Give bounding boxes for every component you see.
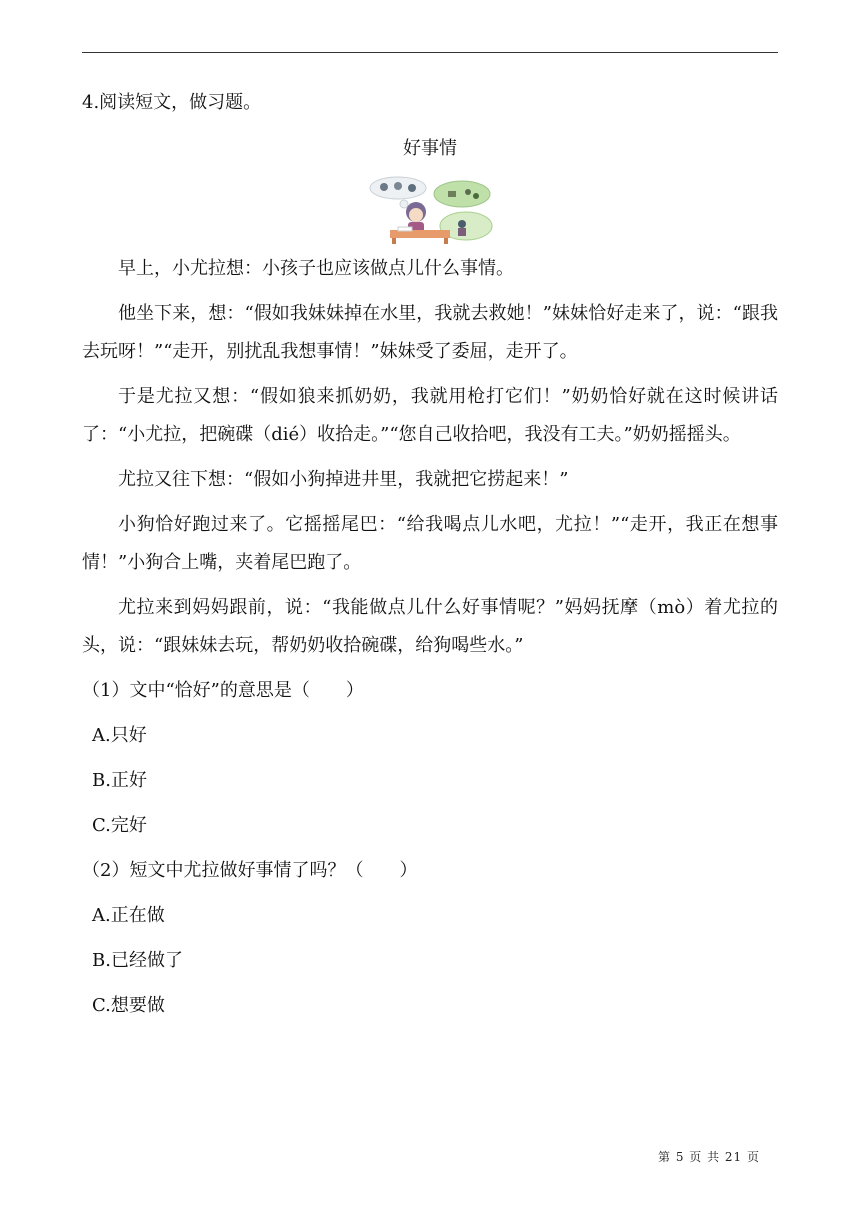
story-paragraph: 小狗恰好跑过来了。它摇摇尾巴：“给我喝点儿水吧，尤拉！”“走开，我正在想事情！”小狗合上嘴，夹着尾巴跑了。 xyxy=(82,514,778,573)
option-b: B.正好 xyxy=(92,770,147,791)
option-c: C.想要做 xyxy=(92,995,165,1016)
page-content xyxy=(82,84,778,1032)
story-title: 好事情 xyxy=(403,138,457,159)
option-c: C.完好 xyxy=(92,815,147,836)
story-paragraph: 早上，小尤拉想：小孩子也应该做点儿什么事情。 xyxy=(118,258,514,279)
story-paragraph: 于是尤拉又想：“假如狼来抓奶奶，我就用枪打它们！”奶奶恰好就在这时候讲话了：“小尤拉，把碗碟（dié）收拾走。”“您自己收拾吧，我没有工夫。”奶奶摇摇头。 xyxy=(82,386,778,445)
option-b: B.已经做了 xyxy=(92,950,183,971)
sub-question-1: （1）文中“恰好”的意思是（ ） xyxy=(82,680,364,701)
option-a: A.只好 xyxy=(92,725,147,746)
page-footer: 第 5 页 共 21 页 xyxy=(658,1150,760,1164)
story-paragraph: 尤拉来到妈妈跟前，说：“我能做点儿什么好事情呢？”妈妈抚摩（mò）着尤拉的头，说：“跟妹妹去玩，帮奶奶收拾碗碟，给狗喝些水。” xyxy=(82,597,778,656)
sub-question-2: （2）短文中尤拉做好事情了吗？（ ） xyxy=(82,860,418,881)
option-a: A.正在做 xyxy=(92,905,165,926)
story-paragraph: 他坐下来，想：“假如我妹妹掉在水里，我就去救她！”妹妹恰好走来了，说：“跟我去玩呀！”“走开，别扰乱我想事情！”妹妹受了委屈，走开了。 xyxy=(82,303,778,362)
header-rule xyxy=(82,52,778,53)
story-illustration xyxy=(364,174,496,244)
story-paragraph: 尤拉又往下想：“假如小狗掉进井里，我就把它捞起来！” xyxy=(118,469,569,490)
question-heading: 4.阅读短文，做习题。 xyxy=(82,92,262,113)
